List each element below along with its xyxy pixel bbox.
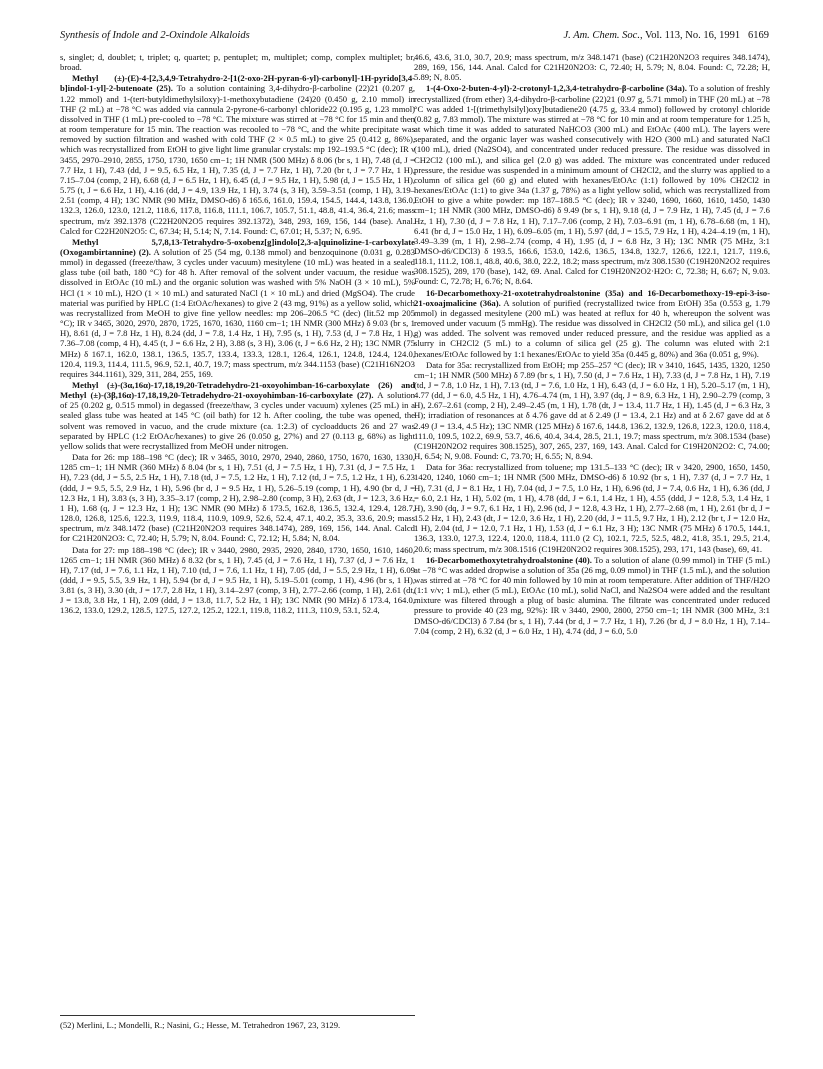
compound-heading: 16-Decarbomethoxytetrahydroalstonine (40). [426, 554, 592, 565]
paragraph [414, 288, 770, 359]
compound-heading: Methyl 5,7,8,13-Tetrahydro-5-oxobenz[g]indolo[2,3-a]quinolizine-1-carboxylate (Oxogambirtannine) (2). [60, 236, 415, 257]
paragraph [414, 360, 770, 462]
compound-heading: Methyl (±)-(3α,16α)-17,18,19,20-Tetradehydro-21-oxoyohimban-16-carboxylate (26) and Methyl (±)-(3β,16α)-17,18,19,20-Tetradehydro-21-oxoyohimban-16-carboxylate (27). [60, 380, 415, 401]
paragraph [414, 555, 770, 636]
page-number: 6169 [748, 30, 769, 41]
left-column [60, 52, 415, 1012]
paragraph-text: A solution of 25 (54 mg, 0.138 mmol) and benzoquinone (0.031 g, 0.283 mmol) in degassed (freeze/thaw, 3 cycles under vacuum) mesitylene (10 mL) was heated in a sealed glass tube (oil bath, 180 °C) for 48 h. After removal of the solvent under vacuum, the residue was dissolved in EtOAc (10 mL) and the organic solution was washed with 5% NaOH (3 × 10 mL), 5% HCl (1 × 10 mL), H2O (1 × 10 mL) and saturated NaCl (1 × 10 mL) and dried (MgSO4). The crude material was purified by HPLC (1:4 EtOAc/hexanes) to give 2 (43 mg, 91%) as a yellow solid, which was recrystallized from MeOH to give fine yellow needles: mp 206–206.5 °C (dec) (lit.52 mp 205 °C); IR ν 3465, 3020, 2970, 2870, 1725, 1670, 1630, 1160 cm−1; 1H NMR (300 MHz) δ 9.03 (br s, 1 H), 8.61 (d, J = 7.8 Hz, 1 H), 8.24 (dd, J = 7.8, 1.4 Hz, 1 H), 7.95 (s, 1 H), 7.53 (d, J = 7.8 Hz, 1 H), 7.36–7.08 (comp, 4 H), 4.45 (t, J = 6.6 Hz, 2 H), 3.88 (s, 3 H), 3.06 (t, J = 6.6 Hz, 2 H); 13C NMR (75 MHz) δ 167.1, 162.0, 138.1, 136.5, 135.7, 133.4, 133.3, 128.1, 126.4, 126.1, 124.8, 124.4, 124.0, 120.4, 119.3, 114.4, 111.5, 96.9, 52.1, 40.7, 19.7; mass spectrum, m/z 344.1153 (base) (C21H16N2O3 requires 344.1161), 329, 311, 284, 255, 169. [60, 246, 415, 379]
paragraph [60, 380, 415, 451]
paragraph [60, 237, 415, 379]
footnote: (52) Merlini, L.; Mondelli, R.; Nasini, G.; Hesse, M. Tetrahedron 1967, 23, 3129. [60, 1015, 415, 1030]
running-header [60, 30, 769, 46]
paragraph-text: Data for 36a: recrystallized from toluene; mp 131.5–133 °C (dec); IR ν 3420, 2900, 1650, 1450, 1420, 1240, 1060 cm−1; 1H NMR (500 MHz, DMSO-d6) δ 10.92 (br s, 1 H), 7.37 (d, J = 7.7 Hz, 1 H), 7.31 (d, J = 8.1 Hz, 1 H), 7.04 (td, J = 7.5, 1.0 Hz, 1 H), 6.96 (td, J = 7.4, 0.6 Hz, 1 H), 6.36 (dd, J = 6.0, 2.1 Hz, 1 H), 5.02 (m, 1 H), 4.78 (dd, J = 6.1, 1.4 Hz, 1 H), 4.55 (ddd, J = 12.8, 5.3, 1.4 Hz, 1 H), 3.90 (dq, J = 9.7, 6.1 Hz, 1 H), 2.96 (td, J = 12.8, 4.3 Hz, 1 H), 2.77–2.68 (m, 1 H), 2.61 (br d, J = 15.2 Hz, 1 H), 2.43 (dt, J = 12.0, 3.6 Hz, 1 H), 2.20 (dd, J = 11.5, 9.7 Hz, 1 H), 2.12 (br t, J = 12.0 Hz, 1 H), 2.04 (td, J = 12.0, 7.1 Hz, 1 H), 1.53 (d, J = 6.1 Hz, 3 H); 13C NMR (75 MHz) δ 170.5, 144.1, 136.3, 133.0, 127.3, 122.4, 120.0, 118.4, 111.0 (2 C), 102.1, 72.5, 52.5, 48.2, 41.8, 35.1, 29.5, 21.4, 20.6; mass spectrum, m/z 308.1516 (C19H20N2O2 requires 308.1525), 293, 171, 143 (base), 69, 41. [414, 462, 770, 554]
paragraph [414, 83, 770, 286]
paragraph-text: 46.6, 43.6, 31.0, 30.7, 20.9; mass spectrum, m/z 348.1471 (base) (C21H20N2O3 requires 348.1474), 289, 169, 156, 144. Anal. Calcd for C21H20N2O3: C, 72.40; H, 5.79; N, 8.04. Found: C, 72.28; H, 5.89; N, 8.05. [414, 52, 770, 83]
paragraph-text: To a solution of alane (0.99 mmol) in THF (5 mL) at −78 °C was added dropwise a solution of 35a (26 mg, 0.09 mmol) in THF (1.5 mL), and the solution was stirred at −78 °C for 40 min followed by 10 min at room temperature. After addition of THF/H2O (1:1 v/v; 1 mL), ether (5 mL), EtOAc (10 mL), solid NaCl, and Na2SO4 were added and the resultant mixture was filtered through a plug of basic alumina. The filtrate was concentrated under reduced pressure to provide 40 (23 mg, 92%): IR ν 3440, 2900, 2800, 2750 cm−1; 1H NMR (300 MHz, 3:1 DMSO-d6/CDCl3) δ 7.84 (br s, 1 H), 7.44 (br d, J = 7.7 Hz, 1 H), 7.26 (br d, J = 8.0 Hz, 1 H), 7.14–7.04 (comp, 2 H), 6.32 (d, J = 6.0 Hz, 1 H), 4.74 (dd, J = 6.0, 5.0 [414, 554, 770, 636]
volume-issue: , Vol. 113, No. 16, 1991 [639, 30, 741, 41]
paragraph-text: Data for 27: mp 188–198 °C (dec); IR ν 3440, 2980, 2935, 2920, 2840, 1730, 1650, 1610, 1460, 1265 cm−1; 1H NMR (360 MHz) δ 8.32 (br s, 1 H), 7.45 (d, J = 7.6 Hz, 1 H), 7.37 (d, J = 7.6 Hz, 1 H), 7.17 (td, J = 7.6, 1.1 Hz, 1 H), 7.10 (td, J = 7.6, 1.1 Hz, 1 H), 7.05 (dd, J = 5.5, 2.9 Hz, 1 H), 6.09 (ddd, J = 9.5, 5.5, 3.9 Hz, 1 H), 5.94 (br d, J = 9.5 Hz, 1 H), 5.19–5.01 (comp, 1 H), 4.96 (br s, 1 H), 3.81 (s, 3 H), 3.30 (dt, J = 17.7, 2.8 Hz, 1 H), 3.14–2.97 (comp, 3 H), 2.77–2.66 (comp, 1 H), 2.61 (dt, J = 13.8, 3.8 Hz, 1 H), 2.09 (ddd, J = 13.8, 11.7, 5.2 Hz, 1 H); 13C NMR (90 MHz) δ 173.4, 164.0, 136.2, 133.0, 129.2, 128.5, 127.5, 127.2, 125.2, 122.1, 119.8, 118.2, 111.3, 110.9, 53.1, 52.4, [60, 544, 415, 616]
paragraph-text: To a solution of freshly recrystallized (from ether) 3,4-dihydro-β-carboline (22)21 (0.97 g, 5.71 mmol) in THF (20 mL) at −78 °C was added 1-[(trimethylsilyl)oxy]butadiene20 (4.75 g, 33.4 mmol) followed by crotonyl chloride (0.82 g, 7.83 mmol). The mixture was stirred at −78 °C for 10 min and at room temperature for 1.25 h, at which time it was added to saturated NaHCO3 (300 mL) and EtOAc (400 mL). The layers were separated, and the organic layer was washed consecutively with H2O (300 mL) and saturated NaCl (100 mL), dried (Na2SO4), and concentrated under reduced pressure. The residue was dissolved in CH2Cl2 (100 mL), and silica gel (2.0 g) was added. The mixture was concentrated under reduced pressure, the residue was suspended in a minimum amount of CH2Cl2, and the slurry was applied to a column of silica gel (60 g) and eluted with hexanes/EtOAc (1:1) followed by 10% CH2Cl2 in hexanes/EtOAc (1:1) to give 34a (1.37 g, 78%) as a light yellow solid, which was recrystallized from EtOH to give a white powder: mp 187–188.5 °C (dec); IR ν 3240, 1690, 1660, 1610, 1450, 1430 cm−1; 1H NMR (300 MHz, DMSO-d6) δ 9.49 (br s, 1 H), 9.18 (d, J = 7.9 Hz, 1 H), 7.45 (d, J = 7.6 Hz, 1 H), 7.30 (d, J = 7.8 Hz, 1 H), 7.17–7.06 (comp, 2 H), 7.03–6.91 (m, 1 H), 6.78–6.68 (m, 1 H), 6.41 (br d, J = 15.0 Hz, 1 H), 6.09–6.05 (m, 1 H), 5.97 (dd, J = 15.5, 7.9 Hz, 1 H), 4.24–4.19 (m, 1 H), 3.49–3.39 (m, 1 H), 2.98–2.74 (comp, 4 H), 1.95 (d, J = 6.8 Hz, 3 H); 13C NMR (75 MHz, 3:1 DMSO-d6/CDCl3) δ 193.5, 166.6, 153.0, 142.6, 136.5, 134.8, 132.7, 126.6, 122.1, 121.7, 119.6, 118.1, 111.2, 108.1, 48.8, 40.6, 38.0, 22.2, 18.2; mass spectrum, m/z 308.1530 (C19H20N2O2 requires 308.1525), 289, 170 (base), 142, 69. Anal. Calcd for C19H20N2O2·H2O: C, 72.38; H, 6.67; N, 9.03. Found: C, 72.78; H, 6.76; N, 8.64. [414, 83, 770, 287]
paragraph-text: Data for 35a: recrystallized from EtOH; mp 255–257 °C (dec); IR ν 3410, 1645, 1435, 1320, 1250 cm−1; 1H NMR (500 MHz) δ 7.89 (br s, 1 H), 7.50 (d, J = 7.6 Hz, 1 H), 7.33 (d, J = 7.8 Hz, 1 H), 7.19 (td, J = 7.8, 1.0 Hz, 1 H), 7.13 (td, J = 7.6, 1.0 Hz, 1 H), 6.43 (d, J = 6.0 Hz, 1 H), 5.20–5.17 (m, 1 H), 4.77 (dd, J = 6.0, 4.5 Hz, 1 H), 4.76–4.74 (m, 1 H), 3.97 (dq, J = 8.9, 6.3 Hz, 1 H), 2.90–2.79 (comp, 3 H), 2.67–2.61 (comp, 2 H), 2.49–2.45 (m, 1 H), 1.78 (dt, J = 13.4, 11.7 Hz, 1 H), 1.45 (d, J = 6.3 Hz, 3 H); irradiation of resonances at δ 4.76 gave dd at δ 2.49 (J = 13.4, 2.1 Hz) and at δ 2.67 gave dd at δ 2.49 (J = 13.4, 4.5 Hz); 13C NMR (125 MHz) δ 167.6, 144.8, 136.2, 132.9, 126.8, 122.3, 120.0, 118.4, 111.0, 109.5, 102.2, 69.9, 53.7, 46.6, 40.4, 34.4, 28.5, 21.1, 19.7; mass spectrum, m/z 308.1534 (base) (C19H20N2O2 requires 308.1525), 307, 265, 237, 169, 143. Anal. Calcd for C19H20N2O2: C, 74.00; H, 6.54; N, 9.08. Found: C, 73.70; H, 6.55; N, 8.94. [414, 359, 770, 462]
paragraph-text: A solution of purified (recrystallized twice from EtOH) 35a (0.553 g, 1.79 mmol) in degassed mesitylene (200 mL) was heated at reflux for 40 h, whereupon the solvent was removed under vacuum (5 mmHg). The residue was dissolved in CH2Cl2 (50 mL), and silica gel (1.0 g) was added. The solvent was removed under reduced pressure, and the residue was applied as a slurry in CH2Cl2 (5 mL) to a column of silica gel (25 g). The column was eluted with 2:1 hexanes/EtOAc followed by 1:1 hexanes/EtOAc to yield 35a (0.445 g, 80%) and 36a (0.051 g, 9%). [414, 297, 770, 359]
paragraph [60, 52, 415, 72]
paragraph-text: To a solution containing 3,4-dihydro-β-carboline (22)21 (0.207 g, 1.22 mmol) and 1-(tert-butyldimethylsiloxy)-1-methoxybutadiene (24)20 (0.450 g, 2.10 mmol) in THF (2 mL) at −78 °C was added via cannula 2-pyrone-6-carbonyl chloride22 (0.195 g, 1.23 mmol) dissolved in THF (1 mL) pre-cooled to −78 °C. The mixture was stirred at −78 °C for 15 min and then at room temperature for 15 min. The reaction was recooled to −78 °C, and the white precipitate was removed by suction filtration and washed with cold THF (2 × 0.5 mL) to give 25 (0.412 g, 86%), which was recrystallized from EtOH to give light lime granular crystals: mp 192–193.5 °C (dec); IR ν 3455, 2970–2910, 2855, 1750, 1730, 1650 cm−1; 1H NMR (500 MHz) δ 8.06 (br s, 1 H), 7.48 (d, J = 7.7 Hz, 1 H), 7.43 (dd, J = 9.5, 6.5 Hz, 1 H), 7.35 (d, J = 7.7 Hz, 1 H), 7.20 (br t, J = 7.7 Hz, 1 H), 7.15–7.04 (comp, 2 H), 6.68 (d, J = 6.5 Hz, 1 H), 6.45 (d, J = 9.5 Hz, 1 H), 5.98 (d, J = 15.5 Hz, 1 H), 5.75 (t, J = 6.6 Hz, 1 H), 4.16 (dd, J = 4.9, 13.9 Hz, 1 H), 3.74 (s, 3 H), 3.59–3.51 (comp, 1 H), 3.19–2.51 (comp, 4 H); 13C NMR (90 MHz, DMSO-d6) δ 165.6, 161.0, 159.4, 154.5, 144.4, 143.8, 136.0, 132.3, 126.0, 123.0, 121.2, 118.6, 117.8, 116.8, 111.1, 106.7, 105.7, 51.1, 48.8, 41.4, 36.4, 21.6; mass spectrum, m/z 392.1378 (C22H20N2O5 requires 392.1372), 348, 293, 169, 156, 144 (base). Anal. Calcd for C22H20N2O5: C, 67.34; H, 5.14; N, 7.14. Found: C, 67.01; H, 5.37; N, 6.95. [60, 83, 415, 236]
paragraph [414, 462, 770, 553]
article-running-title: Synthesis of Indole and 2-Oxindole Alkaloids [60, 30, 250, 41]
paragraph [60, 545, 415, 616]
paragraph-text: Data for 26: mp 188–198 °C (dec); IR ν 3465, 3010, 2970, 2940, 2860, 1750, 1670, 1630, 1330, 1285 cm−1; 1H NMR (360 MHz) δ 8.04 (br s, 1 H), 7.51 (d, J = 7.5 Hz, 1 H), 7.31 (d, J = 7.5 Hz, 1 H), 7.23 (dd, J = 5.5, 2.5 Hz, 1 H), 7.18 (td, J = 7.5, 1.2 Hz, 1 H), 7.12 (td, J = 7.5, 1.2 Hz, 1 H), 6.23 (ddd, J = 9.5, 5.5, 2.9 Hz, 1 H), 5.96 (br d, J = 9.5 Hz, 1 H), 5.26–5.19 (comp, 1 H), 4.90 (br d, J = 12.3 Hz, 1 H), 3.83 (s, 3 H), 3.35–3.17 (comp, 2 H), 2.98–2.80 (comp, 3 H), 2.63 (dt, J = 12.3, 3.6 Hz, 1 H), 1.68 (q, J = 12.3 Hz, 1 H); 13C NMR (90 MHz) δ 173.5, 162.8, 136.5, 132.4, 129.4, 128.7, 128.0, 126.8, 125.6, 122.3, 119.9, 118.4, 110.9, 109.9, 52.6, 52.4, 47.1, 40.2, 35.3, 33.6, 20.9; mass spectrum, m/z 348.1472 (base) (C21H20N2O3 requires 348.1474), 289, 169, 156, 144. Anal. Calcd for C21H20N2O3: C, 72.40; H, 5.79; N, 8.04. Found: C, 72.12; H, 5.84; N, 8.04. [60, 452, 415, 544]
paragraph-text: A solution of 25 (0.202 g, 0.515 mmol) in degassed (freeze/thaw, 3 cycles under vacuum) xylenes (25 mL) in a sealed glass tube was heated at 145 °C (oil bath) for 12 h. After cooling, the tube was opened, the solvent was removed in vacuo, and the crude mixture (ca. 1:2.3) of cycloadducts 26 and 27 was separated by HPLC (1:2 EtOAc/hexanes) to give 26 (0.050 g, 27%) and 27 (0.113 g, 68%) as light yellow solids that were recrystallized from MeOH under nitrogen. [60, 390, 415, 451]
journal-citation [563, 30, 769, 46]
compound-heading: Methyl (±)-(E)-4-[2,3,4,9-Tetrahydro-2-[1(2-oxo-2H-pyran-6-yl)-carbonyl]-1H-pyrido[3,4-b]indol-1-yl]-2-butenoate (25). [60, 73, 415, 94]
paragraph [60, 73, 415, 236]
paragraph [60, 452, 415, 543]
paragraph-text: s, singlet; d, doublet; t, triplet; q, quartet; p, pentuplet; m, multiplet; comp, complex multiplet; br, broad. [60, 52, 415, 73]
compound-heading: 16-Decarbomethoxy-21-oxotetrahydroalstonine (35a) and 16-Decarbomethoxy-19-epi-3-iso-21-oxoajmalicine (36a). [414, 287, 770, 308]
compound-heading: 1-(4-Oxo-2-buten-4-yl)-2-crotonyl-1,2,3,4-tetrahydro-β-carboline (34a). [426, 83, 687, 94]
paragraph [414, 52, 770, 82]
right-column [414, 52, 770, 1012]
journal-name: J. Am. Chem. Soc. [563, 30, 640, 41]
